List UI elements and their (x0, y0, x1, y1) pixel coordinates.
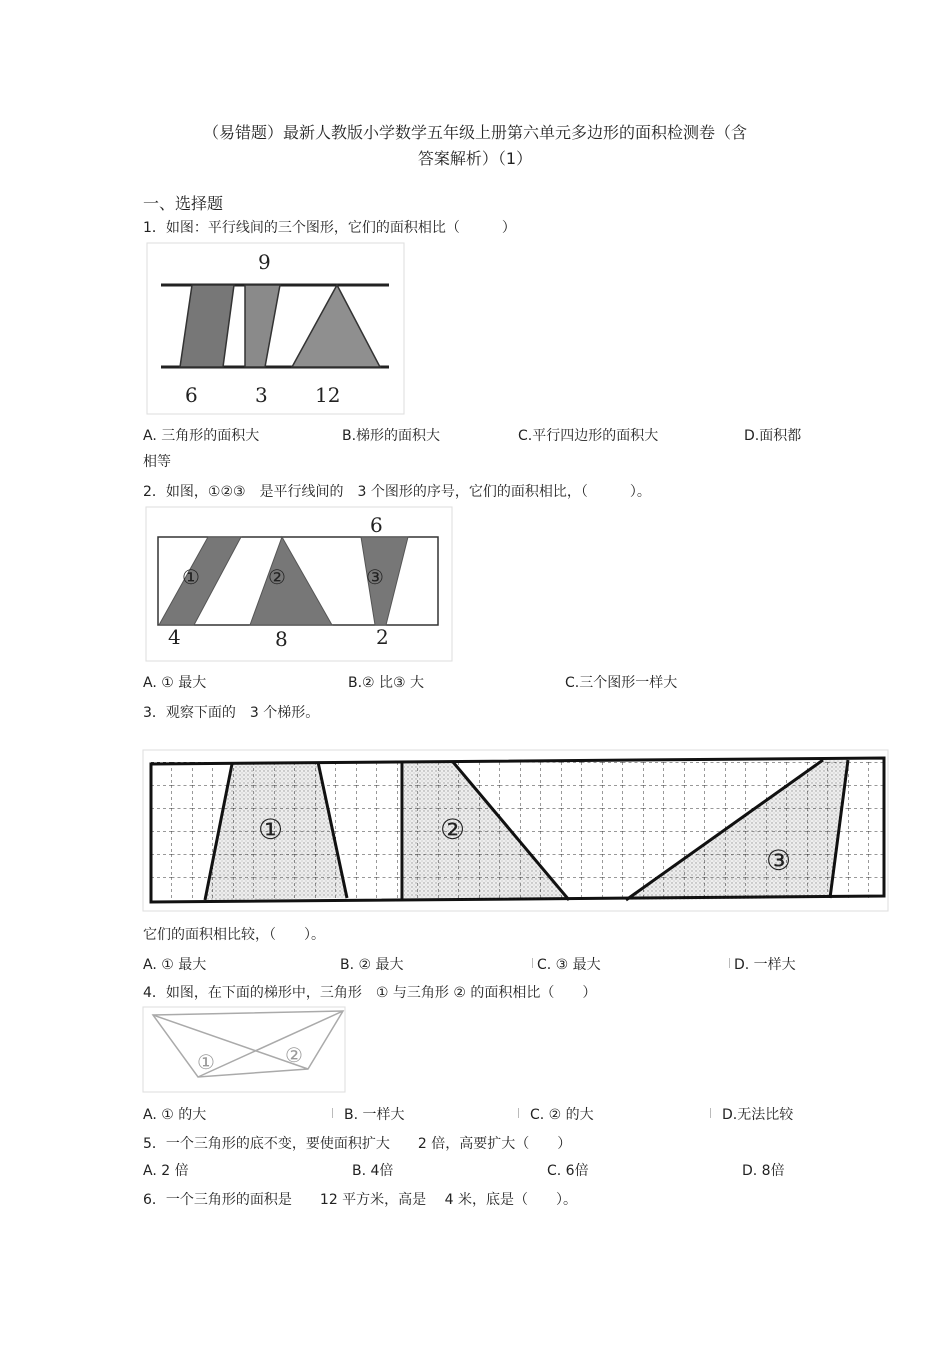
q4-circle-1: ① (197, 1050, 215, 1074)
q3-figure (143, 750, 889, 912)
q3-option-c[interactable]: C. ③ 最大 (537, 957, 601, 973)
q2-label-top: 6 (370, 513, 383, 537)
q3-stem: 3．观察下面的 3 个梯形。 (143, 705, 320, 721)
q1-label-top: 9 (258, 250, 271, 274)
q1-option-c[interactable]: C.平行四边形的面积大 (518, 428, 659, 444)
section-heading: 一、选择题 (143, 194, 224, 213)
q4-option-d[interactable]: D.无法比较 (722, 1107, 794, 1123)
q1-option-b[interactable]: B.梯形的面积大 (342, 428, 441, 444)
q1-label-b3: 12 (315, 383, 341, 407)
q3-substem: 它们的面积相比较，（ ）。 (143, 927, 325, 943)
q1-option-a[interactable]: A. 三角形的面积大 (143, 428, 260, 444)
q2-option-a[interactable]: A. ① 最大 (143, 675, 207, 691)
q3-circle-2: ② (440, 813, 466, 846)
q2-circle-1: ① (182, 565, 200, 589)
q5-option-d[interactable]: D. 8倍 (742, 1163, 785, 1179)
q1-stem: 1．如图：平行线间的三个图形，它们的面积相比（ ） (143, 220, 516, 236)
q4-stem: 4．如图，在下面的梯形中，三角形 ① 与三角形 ② 的面积相比（ ） (143, 985, 597, 1001)
q2-stem: 2．如图，①②③ 是平行线间的 3 个图形的序号，它们的面积相比，（ ）。 (143, 484, 651, 500)
q4-option-c[interactable]: C. ② 的大 (530, 1107, 594, 1123)
q5-stem: 5．一个三角形的底不变，要使面积扩大 2 倍，高要扩大（ ） (143, 1136, 572, 1152)
q6-stem: 6．一个三角形的面积是 12 平方米，高是 4 米，底是（ ）。 (143, 1192, 577, 1208)
q3-circle-1: ① (258, 813, 284, 846)
doc-title-line2: 答案解析）（1） (417, 149, 533, 168)
q2-label-b2: 8 (275, 627, 288, 651)
q4-option-b[interactable]: B. 一样大 (344, 1107, 405, 1123)
q2-label-b3: 2 (376, 625, 389, 649)
doc-title-line1: （易错题）最新人教版小学数学五年级上册第六单元多边形的面积检测卷（含 (202, 123, 747, 142)
q5-option-b[interactable]: B. 4倍 (352, 1163, 394, 1179)
q3-circle-3: ③ (766, 844, 792, 877)
q2-label-b1: 4 (168, 625, 181, 649)
q1-option-d[interactable]: D.面积都 (744, 428, 802, 444)
q3-option-a[interactable]: A. ① 最大 (143, 957, 207, 973)
q4-circle-2: ② (285, 1043, 303, 1067)
q2-circle-2: ② (268, 565, 286, 589)
q4-option-a[interactable]: A. ① 的大 (143, 1107, 207, 1123)
q4-figure (143, 1007, 346, 1093)
q2-option-b[interactable]: B.② 比③ 大 (348, 675, 425, 691)
q1-label-b2: 3 (255, 383, 268, 407)
q1-label-b1: 6 (185, 383, 198, 407)
q5-option-a[interactable]: A. 2 倍 (143, 1163, 189, 1179)
q2-option-c[interactable]: C.三个图形一样大 (565, 675, 678, 691)
q1-option-d-wrap: 相等 (143, 454, 171, 470)
q3-option-b[interactable]: B. ② 最大 (340, 957, 404, 973)
q5-option-c[interactable]: C. 6倍 (547, 1163, 589, 1179)
q3-option-d[interactable]: D. 一样大 (734, 957, 796, 973)
q2-circle-3: ③ (366, 565, 384, 589)
